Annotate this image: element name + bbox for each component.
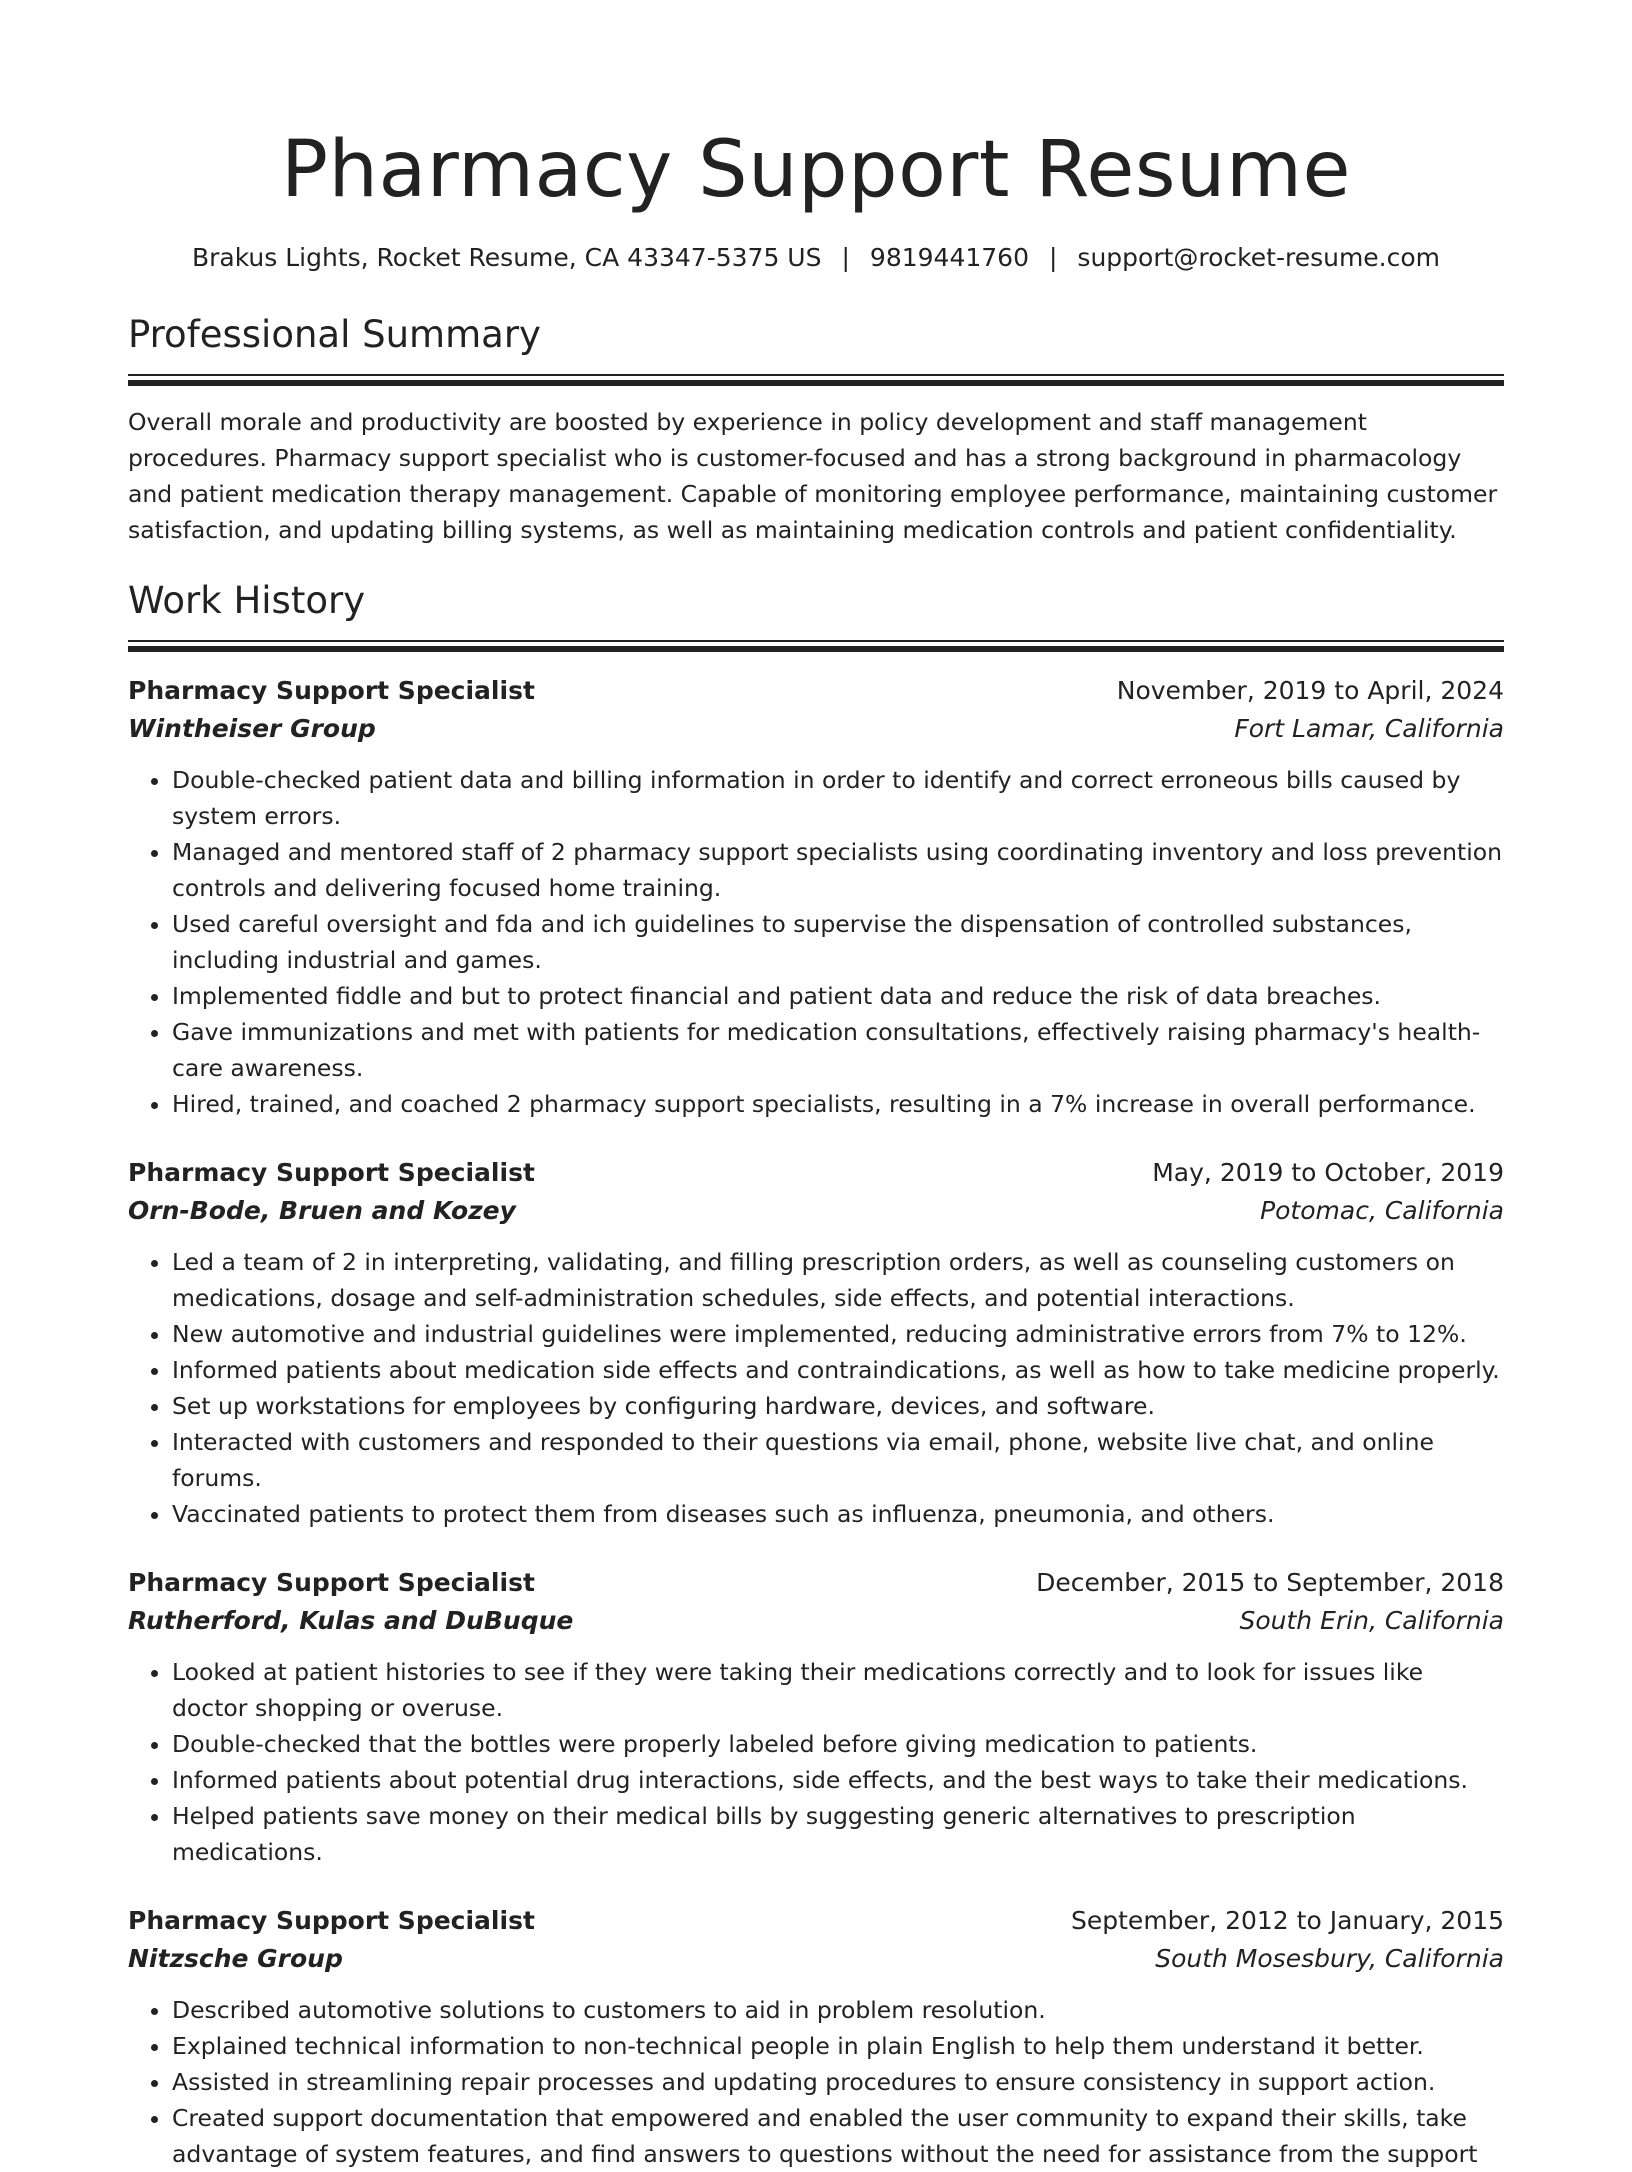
job-entry <box>128 1902 1504 2172</box>
job-bullet: • Explained technical information to non-technical people in plain English to help them understand it better. <box>172 2028 1504 2064</box>
job-company: Wintheiser Group <box>128 714 376 743</box>
job-bullet: • Vaccinated patients to protect them from diseases such as influenza, pneumonia, and others. <box>172 1496 1504 1532</box>
job-bullet: • Looked at patient histories to see if they were taking their medications correctly and to look for issues like doctor shopping or overuse. <box>172 1654 1504 1726</box>
job-company: Nitzsche Group <box>128 1944 343 1973</box>
job-location: Fort Lamar, California <box>1234 714 1504 743</box>
job-company-row <box>128 1192 1504 1230</box>
job-bullets <box>128 1244 1504 1532</box>
job-header-row <box>128 1902 1504 1940</box>
job-bullet: • Hired, trained, and coached 2 pharmacy support specialists, resulting in a 7% increase in overall performance. <box>172 1086 1504 1122</box>
section-divider <box>128 374 1504 386</box>
contact-separator: | <box>1048 243 1058 272</box>
job-title: Pharmacy Support Specialist <box>128 676 535 705</box>
section-title-work-history: Work History <box>128 579 366 622</box>
job-dates: May, 2019 to October, 2019 <box>1152 1158 1504 1187</box>
summary-text: Overall morale and productivity are boosted by experience in policy development and staff management procedures. Pharmacy support specialist who is customer-focused and has a strong background in pharmacology and patient medication therapy management. Capable of monitoring employee performance, maintaining customer satisfaction, and updating billing systems, as well as maintaining medication controls and patient confidentiality. <box>128 408 1498 544</box>
job-bullet: • Interacted with customers and responded to their questions via email, phone, website live chat, and online forums. <box>172 1424 1504 1496</box>
job-bullet: • Led a team of 2 in interpreting, validating, and filling prescription orders, as well as counseling customers on medications, dosage and self-administration schedules, side effects, and potential interactions. <box>172 1244 1504 1316</box>
job-bullet: • Managed and mentored staff of 2 pharmacy support specialists using coordinating inventory and loss prevention controls and delivering focused home training. <box>172 834 1504 906</box>
contact-email: support@rocket-resume.com <box>1077 243 1441 272</box>
job-location: Potomac, California <box>1260 1196 1504 1225</box>
job-location: South Erin, California <box>1239 1606 1504 1635</box>
job-bullet: • Assisted in streamlining repair processes and updating procedures to ensure consistency in support action. <box>172 2064 1504 2100</box>
section-divider <box>128 640 1504 652</box>
job-bullets <box>128 1992 1504 2172</box>
job-bullet: • Created support documentation that empowered and enabled the user community to expand their skills, take advantage of system features, and find answers to questions without the need for assistance from the support <box>172 2100 1504 2172</box>
job-bullet: • Informed patients about potential drug interactions, side effects, and the best ways to take their medications. <box>172 1762 1504 1798</box>
job-bullet: • Double-checked patient data and billing information in order to identify and correct erroneous bills caused by system errors. <box>172 762 1504 834</box>
job-company: Orn-Bode, Bruen and Kozey <box>128 1196 516 1225</box>
contact-phone: 9819441760 <box>869 243 1029 272</box>
work-history-section <box>128 578 1504 2172</box>
job-bullet: • Set up workstations for employees by configuring hardware, devices, and software. <box>172 1388 1504 1424</box>
job-company-row <box>128 710 1504 748</box>
contact-address: Brakus Lights, Rocket Resume, CA 43347-5375 US <box>191 243 822 272</box>
section-title-summary: Professional Summary <box>128 313 541 356</box>
contact-line <box>128 242 1504 274</box>
job-header-row <box>128 1564 1504 1602</box>
job-company-row <box>128 1940 1504 1978</box>
job-entry <box>128 1154 1504 1532</box>
job-bullets <box>128 762 1504 1122</box>
job-company-row <box>128 1602 1504 1640</box>
job-bullet: • New automotive and industrial guidelines were implemented, reducing administrative errors from 7% to 12%. <box>172 1316 1504 1352</box>
job-bullet: • Implemented fiddle and but to protect financial and patient data and reduce the risk of data breaches. <box>172 978 1504 1014</box>
job-bullet: • Helped patients save money on their medical bills by suggesting generic alternatives to prescription medications. <box>172 1798 1504 1870</box>
job-dates: September, 2012 to January, 2015 <box>1071 1906 1504 1935</box>
professional-summary-section <box>128 312 1504 548</box>
job-bullet: • Double-checked that the bottles were properly labeled before giving medication to patients. <box>172 1726 1504 1762</box>
job-dates: November, 2019 to April, 2024 <box>1116 676 1504 705</box>
resume-page <box>128 0 1504 2172</box>
job-header-row <box>128 672 1504 710</box>
job-bullet: • Used careful oversight and fda and ich guidelines to supervise the dispensation of controlled substances, including industrial and games. <box>172 906 1504 978</box>
job-entry <box>128 1564 1504 1870</box>
job-title: Pharmacy Support Specialist <box>128 1568 535 1597</box>
job-title: Pharmacy Support Specialist <box>128 1906 535 1935</box>
job-header-row <box>128 1154 1504 1192</box>
job-bullet: • Informed patients about medication side effects and contraindications, as well as how to take medicine properly. <box>172 1352 1504 1388</box>
job-dates: December, 2015 to September, 2018 <box>1036 1568 1504 1597</box>
job-bullet: • Described automotive solutions to customers to aid in problem resolution. <box>172 1992 1504 2028</box>
job-bullets <box>128 1654 1504 1870</box>
job-location: South Mosesbury, California <box>1155 1944 1504 1973</box>
job-entry <box>128 672 1504 1122</box>
job-title: Pharmacy Support Specialist <box>128 1158 535 1187</box>
job-company: Rutherford, Kulas and DuBuque <box>128 1606 574 1635</box>
contact-separator: | <box>841 243 850 272</box>
job-bullet: • Gave immunizations and met with patients for medication consultations, effectively raising pharmacy's health-care awareness. <box>172 1014 1504 1086</box>
resume-title: Pharmacy Support Resume <box>281 125 1351 215</box>
